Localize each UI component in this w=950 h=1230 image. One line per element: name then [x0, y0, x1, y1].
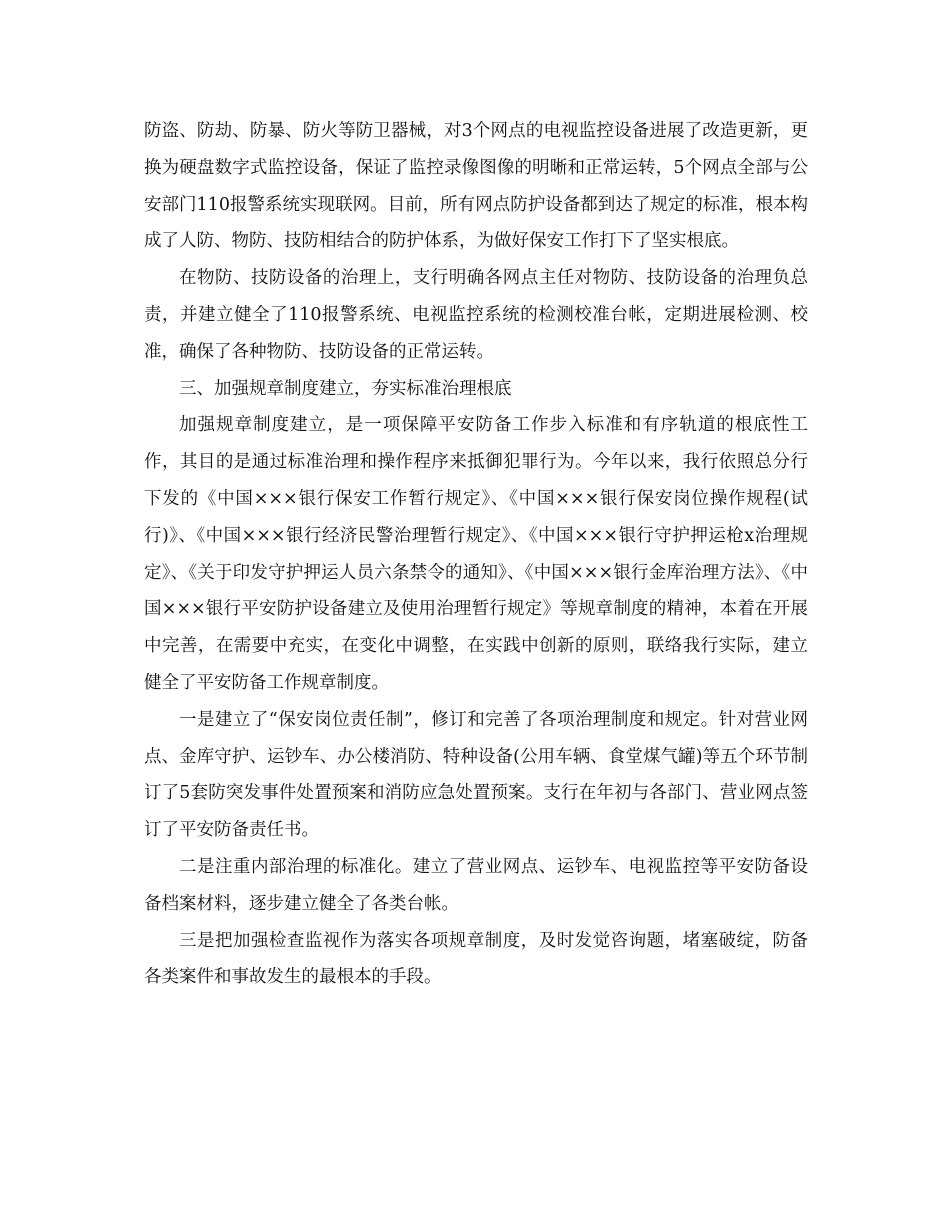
section-heading-3: 三、加强规章制度建立，夯实标准治理根底 — [179, 378, 512, 399]
paragraph-7: 三是把加强检查监视作为落实各项规章制度，及时发觉咨询题，堵塞破绽，防备各类案件和事故发生的最根本的手段。 — [144, 930, 808, 988]
paragraph-6: 二是注重内部治理的标准化。建立了营业网点、运钞车、电视监控等平安防备设备档案材料，逐步建立健全了各类台帐。 — [144, 856, 808, 914]
document-page — [144, 113, 808, 996]
paragraph-5: 一是建立了“保安岗位责任制”，修订和完善了各项治理制度和规定。针对营业网点、金库守护、运钞车、办公楼消防、特种设备(公用车辆、食堂煤气罐)等五个环节制订了5套防突发事件处置预案和消防应急处置预案。支行在年初与各部门、营业网点签订了平安防备责任书。 — [144, 709, 808, 841]
paragraph-2: 在物防、技防设备的治理上，支行明确各网点主任对物防、技防设备的治理负总责，并建立健全了110报警系统、电视监控系统的检测校准台帐，定期进展检测、校准，确保了各种物防、技防设备的正常运转。 — [144, 268, 808, 362]
paragraph-4: 加强规章制度建立，是一项保障平安防备工作步入标准和有序轨道的根底性工作，其目的是通过标准治理和操作程序来抵御犯罪行为。今年以来，我行依照总分行下发的《中国×××银行保安工作暂行规定》、《中国×××银行保安岗位操作规程(试行)》、《中国×××银行经济民警治理暂行规定》、《中国×××银行守护押运枪x治理规定》、《关于印发守护押运人员六条禁令的通知》、《中国×××银行金库治理方法》、《中国×××银行平安防护设备建立及使用治理暂行规定》等规章制度的精神，本着在开展中完善，在需要中充实，在变化中调整，在实践中创新的原则，联络我行实际，建立健全了平安防备工作规章制度。 — [144, 415, 808, 693]
paragraph-1: 防盗、防劫、防暴、防火等防卫器械，对3个网点的电视监控设备进展了改造更新，更换为硬盘数字式监控设备，保证了监控录像图像的明晰和正常运转，5个网点全部与公安部门110报警系统实现联网。目前，所有网点防护设备都到达了规定的标准，根本构成了人防、物防、技防相结合的防护体系，为做好保安工作打下了坚实根底。 — [144, 121, 808, 252]
